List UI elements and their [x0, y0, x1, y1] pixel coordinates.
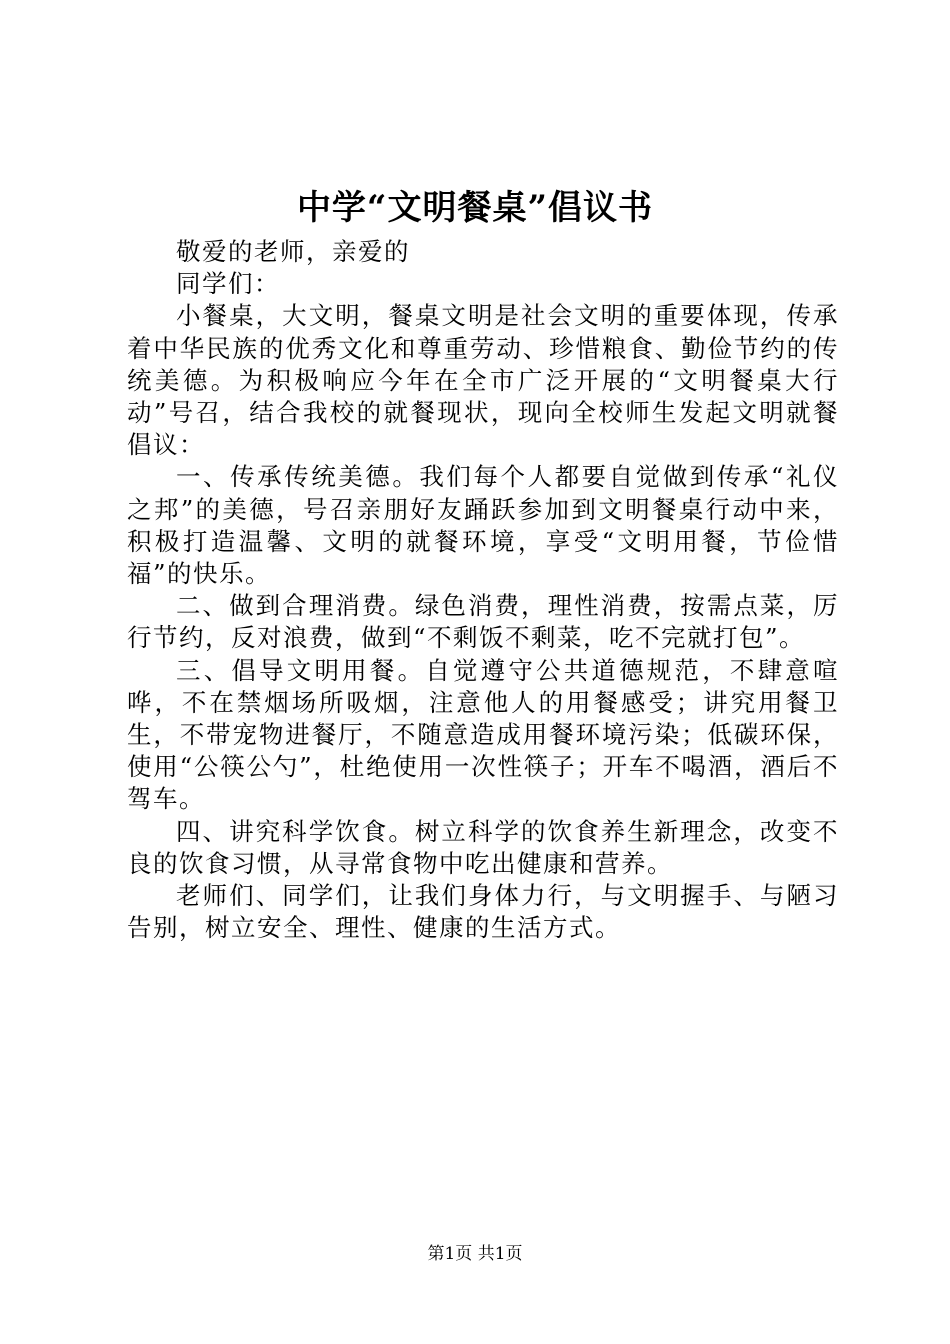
- paragraph-item-2: 二、做到合理消费。绿色消费，理性消费，按需点菜，厉行节约，反对浪费，做到“不剩饭不剩菜，吃不完就打包”。: [127, 591, 839, 653]
- paragraph-item-1: 一、传承传统美德。我们每个人都要自觉做到传承“礼仪之邦”的美德，号召亲朋好友踊跃参加到文明餐桌行动中来，积极打造温馨、文明的就餐环境，享受“文明用餐，节俭惜福”的快乐。: [127, 462, 839, 589]
- document-body: [127, 236, 839, 944]
- document-title: 中学“文明餐桌”倡议书: [296, 188, 654, 228]
- paragraph-closing: 老师们、同学们，让我们身体力行，与文明握手、与陋习告别，树立安全、理性、健康的生活方式。: [127, 881, 839, 943]
- paragraph-item-3: 三、倡导文明用餐。自觉遵守公共道德规范，不肆意喧哗，不在禁烟场所吸烟，注意他人的用餐感受；讲究用餐卫生，不带宠物进餐厅，不随意造成用餐环境污染；低碳环保，使用“公筷公勺”，杜绝使用一次性筷子；开车不喝酒，酒后不驾车。: [127, 655, 839, 814]
- page-footer: 第1页 共1页: [427, 1244, 523, 1264]
- paragraph-intro: 小餐桌，大文明，餐桌文明是社会文明的重要体现，传承着中华民族的优秀文化和尊重劳动、珍惜粮食、勤俭节约的传统美德。为积极响应今年在全市广泛开展的“文明餐桌大行动”号召，结合我校的就餐现状，现向全校师生发起文明就餐倡议：: [127, 301, 839, 460]
- salutation-line-2: 同学们：: [176, 269, 280, 299]
- salutation-line-1: 敬爱的老师，亲爱的: [176, 237, 410, 266]
- paragraph-item-4: 四、讲究科学饮食。树立科学的饮食养生新理念，改变不良的饮食习惯，从寻常食物中吃出健康和营养。: [127, 816, 839, 878]
